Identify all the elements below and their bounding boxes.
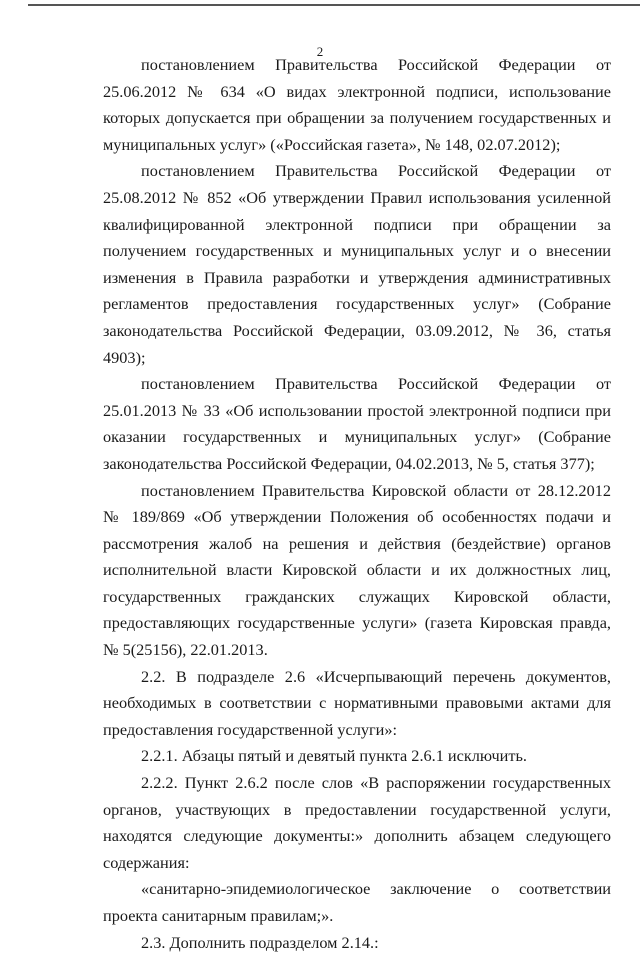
paragraph: постановлением Правительства Кировской области от 28.12.2012 № 189/869 «Об утверждении Положения об особенностях подачи и рассмотрения жалоб на решения и действия (бездействие) органов исполнительной власти Кировской области и их должностных лиц, государственных гражданских служащих Кировской области, предоставляющих государственные услуги» (газета Кировская правда, № 5(25156), 22.01.2013.: [103, 480, 611, 660]
paragraph: постановлением Правительства Российской Федерации от 25.01.2013 № 33 «Об использовании простой электронной подписи при оказании государственных и муниципальных услуг» (Собрание законодательства Российской Федерации, 04.02.2013, № 5, статья 377);: [103, 374, 611, 473]
paragraph: постановлением Правительства Российской Федерации от 25.06.2012 № 634 «О видах электронной подписи, использование которых допускается при обращении за получением государственных и муниципальных услуг» («Российская газета», № 148, 02.07.2012);: [103, 55, 611, 154]
top-rule: [28, 4, 640, 6]
paragraph: 2.2.1. Абзацы пятый и девятый пункта 2.6.1 исключить.: [141, 746, 527, 766]
paragraph: 2.2.2. Пункт 2.6.2 после слов «В распоряжении государственных органов, участвующих в предоставлении государственной услуги, находятся следующие документы:» дополнить абзацем следующего содержания:: [103, 773, 611, 872]
paragraph: 2.3. Дополнить подразделом 2.14.:: [141, 932, 379, 952]
page-number: 2: [316, 44, 324, 59]
paragraph: «санитарно-эпидемиологическое заключение о соответствии проекта санитарным правилам;».: [103, 879, 611, 925]
document-body: [103, 52, 611, 956]
paragraph: 2.2. В подразделе 2.6 «Исчерпывающий перечень документов, необходимых в соответствии с нормативными правовыми актами для предоставления государственной услуги»:: [103, 666, 611, 739]
paragraph: постановлением Правительства Российской Федерации от 25.08.2012 № 852 «Об утверждении Правил использования усиленной квалифицированной электронной подписи при обращении за получением государственных и муниципальных услуг и о внесении изменения в Правила разработки и утверждения административных регламентов предоставления государственных услуг» (Собрание законодательства Российской Федерации, 03.09.2012, № 36, статья 4903);: [103, 161, 611, 367]
